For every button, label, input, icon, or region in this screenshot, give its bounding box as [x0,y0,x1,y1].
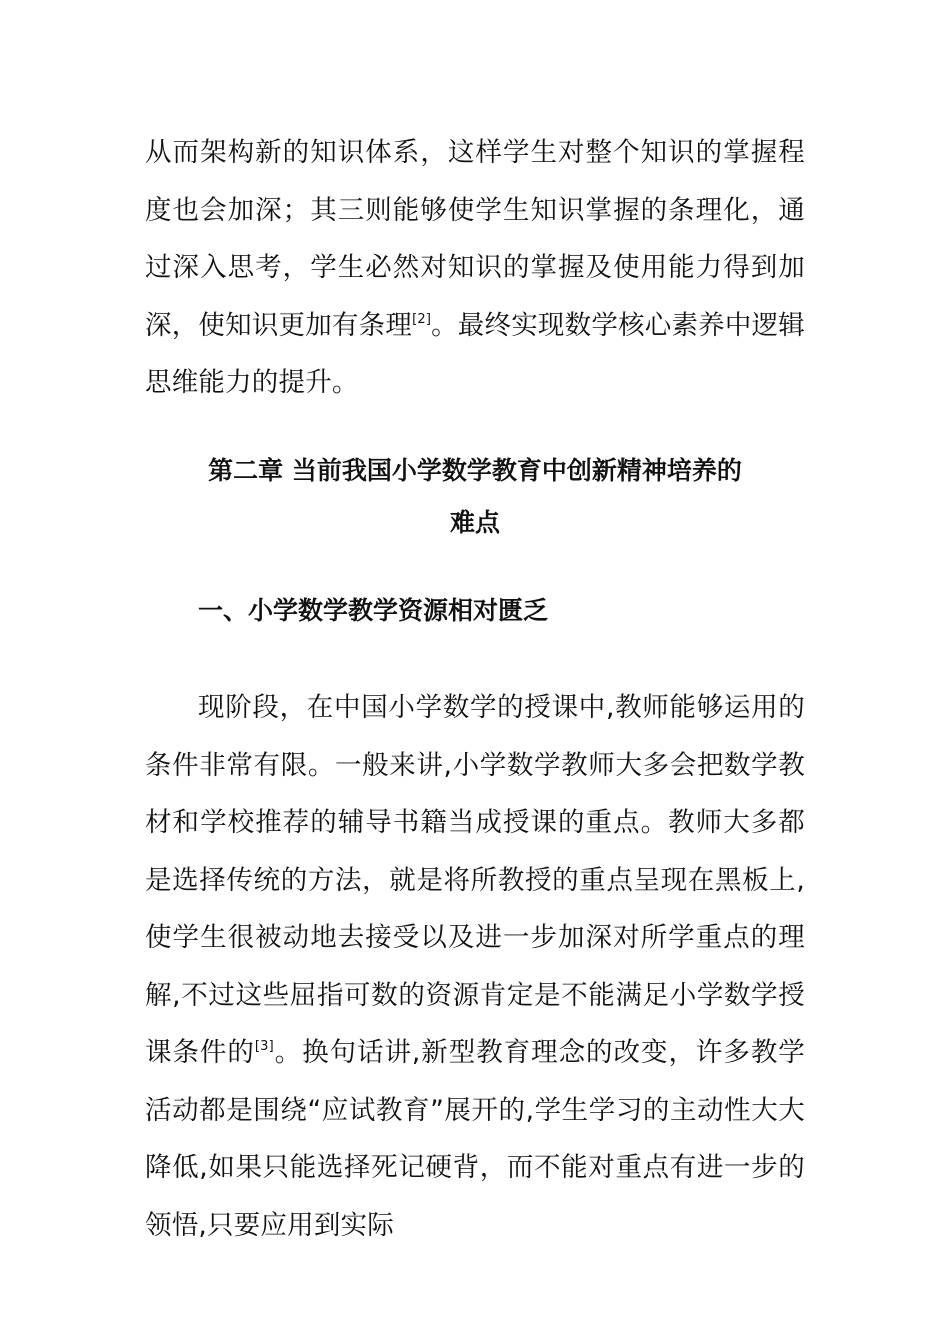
citation-ref-2: [2] [412,311,432,327]
chapter-title: 第二章 当前我国小学数学教育中创新精神培养的难点 [208,456,742,537]
paragraph-2-text-b: 。换句话讲,新型教育理念的改变，许多教学活动都是围绕“应试教育”展开的,学生学习的主动性大大降低,如果只能选择死记硬背，而不能对重点有进一步的领悟,只要应用到实际 [145,1037,805,1241]
body-paragraph-1 [145,124,805,412]
body-paragraph-2 [145,679,805,1254]
section-title: 一、小学数学教学资源相对匮乏 [198,596,549,625]
paragraph-1-text-b: 。最终实现数学核心素养中逻辑思维能力的提升。 [145,309,805,398]
paragraph-2-text-a: 现阶段，在中国小学数学的授课中,教师能够运用的条件非常有限。一般来讲,小学数学教师大多会把数学教材和学校推荐的辅导书籍当成授课的重点。教师大多都是选择传统的方法，就是将所教授的重点呈现在黑板上,使学生很被动地去接受以及进一步加深对所学重点的理解,不过这些屈指可数的资源肯定是不能满足小学数学授课条件的 [145,692,805,1068]
citation-ref-3: [3] [254,1039,274,1054]
paragraph-1-text-a: 从而架构新的知识体系，这样学生对整个知识的掌握程度也会加深；其三则能够使学生知识掌握的条理化，通过深入思考，学生必然对知识的掌握及使用能力得到加深，使知识更加有条理 [145,137,805,341]
